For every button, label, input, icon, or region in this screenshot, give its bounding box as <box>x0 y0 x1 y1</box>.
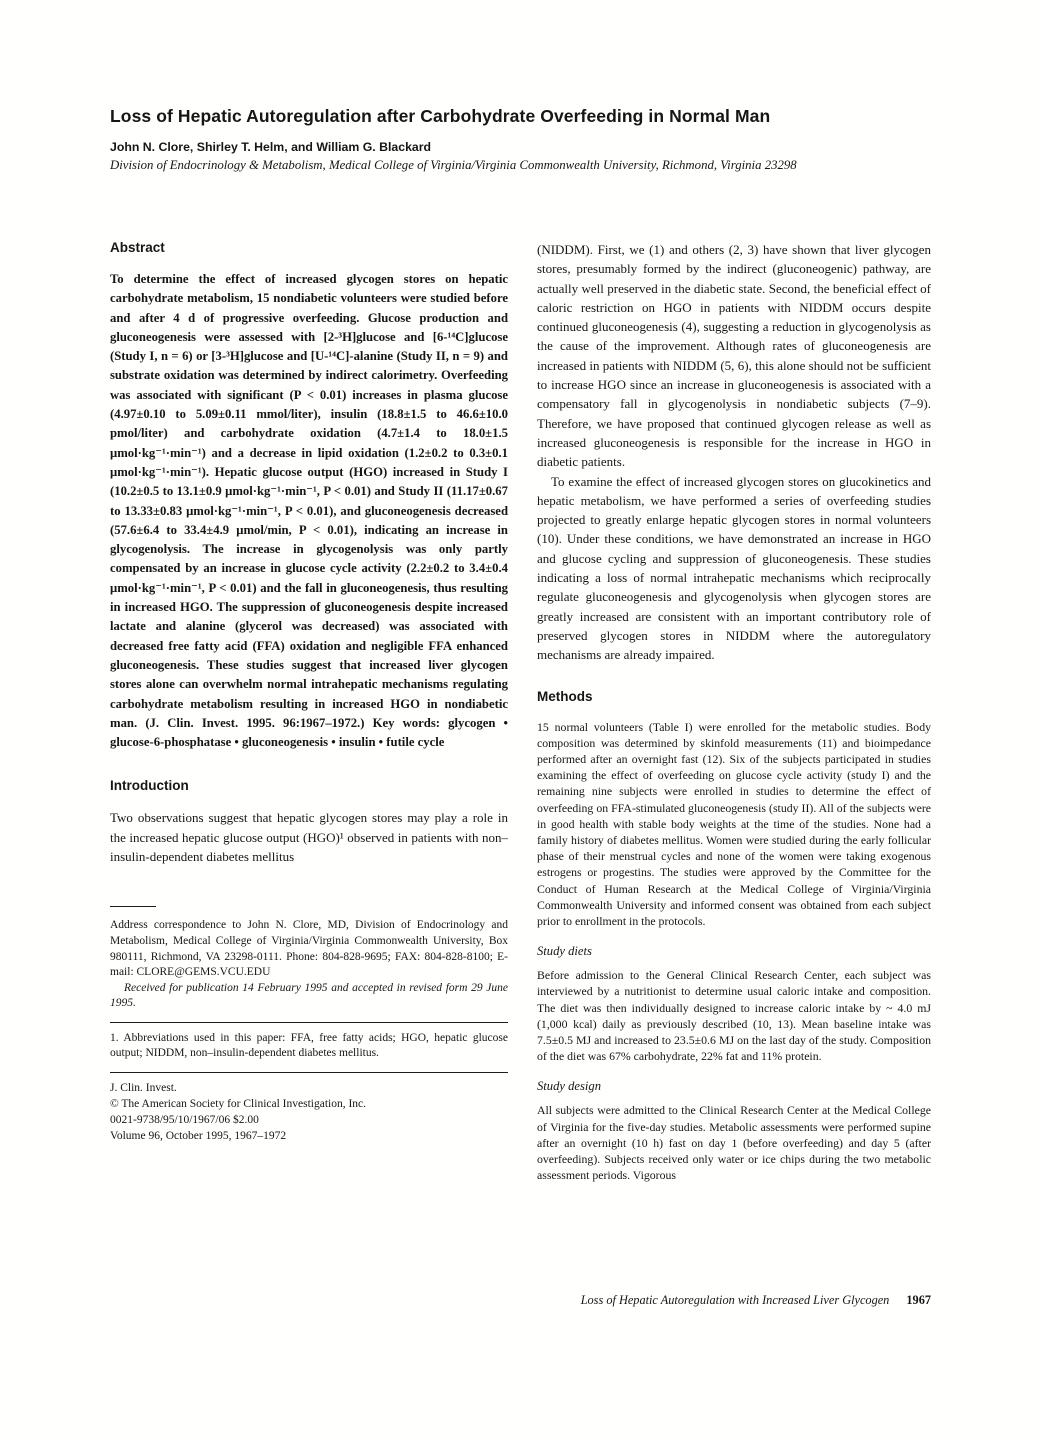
introduction-heading: Introduction <box>110 778 189 794</box>
abstract-heading: Abstract <box>110 240 165 255</box>
journal-copyright: © The American Society for Clinical Investigation, Inc. <box>110 1097 367 1110</box>
study-design-heading: Study design <box>537 1079 602 1094</box>
methods-body: 15 normal volunteers (Table I) were enrolled for the metabolic studies. Body composition was determined by skinfold measurements (11) and bioimpedance performed after an overnight fast (12). Six of the subjects participated in studies examining the effect of overfeeding on glucose cycle activity (study I) and the remaining nine subjects were enrolled in studies to determine the effect of overfeeding on FFA-stimulated gluconeogenesis (study II). All of the subjects were in good health with stable body weights at the time of the studies. None had a family history of diabetes mellitus. Women were studied during the early follicular phase of their menstrual cycles and none of the women were taking exogenous estrogens or progestins. The studies were approved by the Committee for the Conduct of Human Research at the Medical College of Virginia/Virginia Commonwealth University and informed consent was obtained from each subject prior to enrollment in the protocols. <box>537 719 931 928</box>
paper-authors: John N. Clore, Shirley T. Helm, and William G. Blackard <box>110 140 432 154</box>
journal-volume: Volume 96, October 1995, 1967–1972 <box>110 1129 287 1142</box>
methods-heading: Methods <box>537 688 593 704</box>
correspondence-note: Address correspondence to John N. Clore, MD, Division of Endocrinology and Metabolism, Medical College of Virginia/Virginia Commonwealth University, Box 980111, Richmond, VA 23298-0111. Phone: 804-828-9695; FAX: 804-828-8100; E-mail: CLORE@GEMS.VCU.EDU <box>110 919 508 979</box>
journal-issn-price: 0021-9738/95/10/1967/06 $2.00 <box>110 1113 259 1126</box>
study-aim-paragraph: To examine the effect of increased glycogen stores on glucokinetics and hepatic metabolism, we have performed a series of overfeeding studies projected to greatly enlarge hepatic glycogen stores in normal volunteers (10). Under these conditions, we have demonstrated an increase in HGO and glucose cycling and suppression of gluconeogenesis. These studies indicating a loss of normal intrahepatic mechanisms which reciprocally regulate gluconeogenesis and glycogenolysis when glycogen stores are greatly increased are consistent with an important contributory role of preserved glycogen stores in NIDDM where the autoregulatory mechanisms are already impaired. <box>537 473 931 663</box>
journal-credit-block <box>110 1081 508 1145</box>
left-column <box>110 240 508 1145</box>
study-diets-body: Before admission to the General Clinical Research Center, each subject was interviewed by a nutritionist to determine usual caloric intake and composition. The diet was then individually designed to increase caloric intake by ~ 4.0 mJ (1,000 kcal) daily as previously described (10, 13). Mean baseline intake was 7.5±0.5 MJ and increased to 23.5±0.6 MJ on the last day of the study. Composition of the diet was 67% carbohydrate, 22% fat and 11% protein. <box>537 968 931 1064</box>
paper-affiliation: Division of Endocrinology & Metabolism, Medical College of Virginia/Virginia Commonwealth University, Richmond, Virginia 23298 <box>110 158 797 172</box>
journal-name: J. Clin. Invest. <box>110 1082 177 1095</box>
abbreviations-note: 1. Abbreviations used in this paper: FFA, free fatty acids; HGO, hepatic glucose output; NIDDM, non–insulin-dependent diabetes mellitus. <box>110 1031 508 1060</box>
footnote-divider <box>110 906 156 907</box>
abbreviations-divider <box>110 1022 508 1023</box>
journal-divider <box>110 1072 508 1073</box>
page-footer <box>500 1293 931 1308</box>
intro-continued-paragraph: (NIDDM). First, we (1) and others (2, 3) have shown that liver glycogen stores, presumably formed by the indirect (gluconeogenic) pathway, are actually well preserved in the diabetic state. Second, the beneficial effect of caloric restriction on HGO in patients with NIDDM occurs despite continued gluconeogenesis (4), suggesting a reduction in glycogenolysis as the cause of the improvement. Although rates of gluconeogenesis are increased in patients with NIDDM (5, 6), this alone should not be sufficient to increase HGO since an increase in gluconeogenesis is associated with a compensatory fall in glycogenolysis in nondiabetic subjects (7–9). Therefore, we have proposed that continued glycogen release as well as increased gluconeogenesis is responsible for the increase in HGO in diabetic patients. <box>537 242 931 470</box>
received-note: Received for publication 14 February 1995 and accepted in revised form 29 June 1995. <box>110 981 508 1010</box>
paper-title: Loss of Hepatic Autoregulation after Carbohydrate Overfeeding in Normal Man <box>110 106 771 126</box>
paper-header <box>110 106 938 173</box>
introduction-body: Two observations suggest that hepatic glycogen stores may play a role in the increased hepatic glucose output (HGO)¹ observed in patients with non–insulin-dependent diabetes mellitus <box>110 810 508 865</box>
running-title: Loss of Hepatic Autoregulation with Increased Liver Glycogen <box>580 1293 890 1307</box>
study-diets-heading: Study diets <box>537 944 592 959</box>
abstract-body: To determine the effect of increased glycogen stores on hepatic carbohydrate metabolism, 15 nondiabetic volunteers were studied before and after 4 d of progressive overfeeding. Glucose production and gluconeogenesis were assessed with [2-³H]glucose and [6-¹⁴C]glucose (Study I, n = 6) or [3-³H]glucose and [U-¹⁴C]-alanine (Study II, n = 9) and substrate oxidation was determined by indirect calorimetry. Overfeeding was associated with significant (P < 0.01) increases in plasma glucose (4.97±0.10 to 5.09±0.11 mmol/liter), insulin (18.8±1.5 to 46.6±10.0 pmol/liter) and carbohydrate oxidation (4.7±1.4 to 18.0±1.5 μmol·kg⁻¹·min⁻¹) and a decrease in lipid oxidation (1.2±0.2 to 0.3±0.1 μmol·kg⁻¹·min⁻¹). Hepatic glucose output (HGO) increased in Study I (10.2±0.5 to 13.1±0.9 μmol·kg⁻¹·min⁻¹, P < 0.01) and Study II (11.17±0.67 to 13.33±0.83 μmol·kg⁻¹·min⁻¹, P < 0.01), and gluconeogenesis decreased (57.6±6.4 to 33.4±4.9 μmol/min, P < 0.01), indicating an increase in glycogenolysis. The increase in glycogenolysis was only partly compensated by an increase in glucose cycle activity (2.2±0.2 to 3.4±0.4 μmol·kg⁻¹·min⁻¹, P < 0.01) and the fall in gluconeogenesis, thus resulting in increased HGO. The suppression of gluconeogenesis despite increased lactate and alanine (glycerol was decreased) was associated with decreased free fatty acid (FFA) oxidation and negligible FFA enhanced gluconeogenesis. These studies suggest that increased liver glycogen stores alone can overwhelm normal intrahepatic mechanisms regulating carbohydrate metabolism resulting in increased HGO in nondiabetic man. (J. Clin. Invest. 1995. 96:1967–1972.) Key words: glycogen • glucose-6-phosphatase • gluconeogenesis • insulin • futile cycle <box>110 272 508 750</box>
page-number: 1967 <box>906 1293 931 1307</box>
study-design-body: All subjects were admitted to the Clinical Research Center at the Medical College of Virginia for the five-day studies. Metabolic assessments were performed supine after an overnight (10 h) fast on day 1 (before overfeeding) and day 5 (after overfeeding). Subjects received only water or ice chips during the two metabolic assessment periods. Vigorous <box>537 1103 931 1183</box>
right-column <box>537 240 931 1183</box>
